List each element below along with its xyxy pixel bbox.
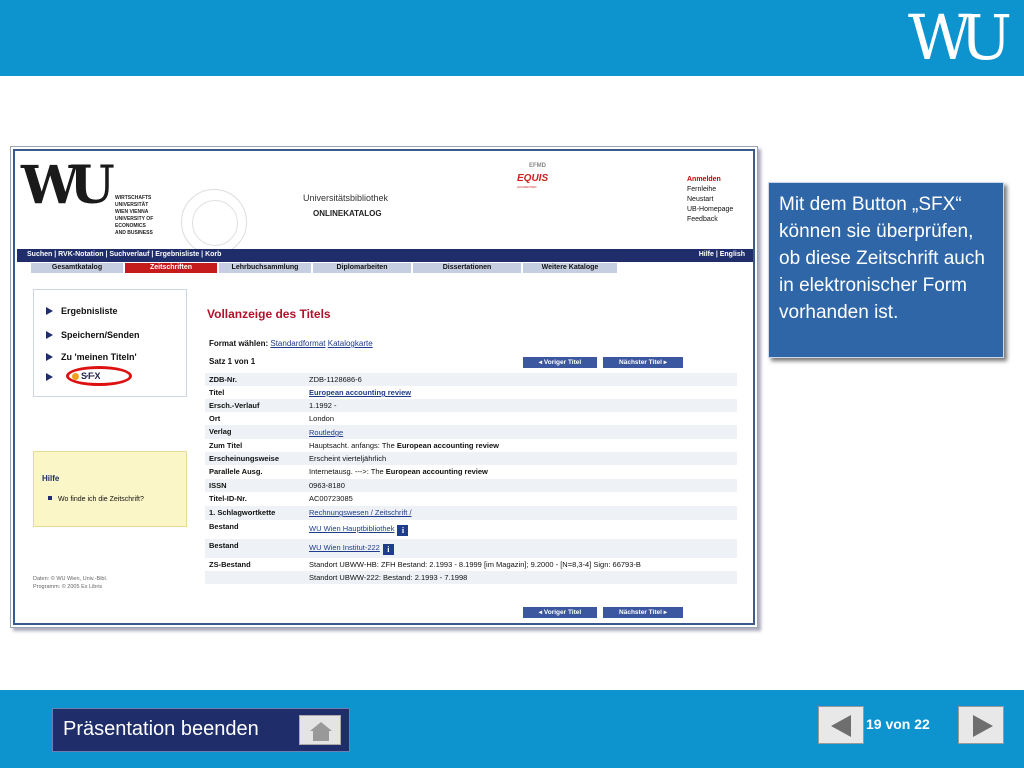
library-logo: WU xyxy=(21,155,105,216)
help-box xyxy=(33,451,187,527)
tab-zeitschriften[interactable]: Zeitschriften xyxy=(125,263,217,273)
publisher-link[interactable]: Routledge xyxy=(309,428,344,437)
top-links xyxy=(687,175,733,225)
sidebar-item-speichern[interactable]: Speichern/Senden xyxy=(46,330,140,340)
next-slide-button[interactable] xyxy=(958,706,1004,744)
table-row: Parallele Ausg. Internetausg. --->: The European accounting review xyxy=(209,467,488,476)
main-nav-links[interactable]: Suchen | RVK-Notation | Suchverlauf | Ergebnisliste | Korb xyxy=(27,251,222,258)
format-standard-link[interactable]: Standardformat xyxy=(270,339,326,348)
table-row: Zum Titel Hauptsacht. anfangs: The European accounting review xyxy=(209,441,499,450)
wu-logo: WU xyxy=(908,1,1000,74)
format-selector: Format wählen: Standardformat Katalogkarte xyxy=(209,339,373,348)
info-icon[interactable]: i xyxy=(397,525,408,536)
table-row: Titel European accounting review xyxy=(209,388,412,397)
end-presentation-button[interactable]: Präsentation beenden xyxy=(52,708,350,752)
catalog-screenshot xyxy=(10,146,758,628)
next-title-button-bottom[interactable]: Nächster Titel ▸ xyxy=(603,607,683,618)
sfx-callout xyxy=(768,182,1004,358)
holding-institut-link[interactable]: WU Wien Institut-222 xyxy=(309,543,380,552)
table-row: Erscheinungsweise Erscheint vierteljährlich xyxy=(205,452,737,465)
table-row: ISSN 0963-8180 xyxy=(205,479,737,492)
subject-link[interactable]: Rechnungswesen / Zeitschrift / xyxy=(309,508,412,517)
prev-title-button-bottom[interactable]: ◂ Voriger Titel xyxy=(523,607,597,618)
main-nav-bar xyxy=(17,249,753,262)
link-neustart[interactable]: Neustart xyxy=(687,196,714,203)
globe-watermark-icon xyxy=(181,189,247,255)
table-row: Standort UBWW-222: Bestand: 2.1993 - 7.1998 xyxy=(205,571,737,584)
table-row: Titel-ID-Nr. AC00723085 xyxy=(209,494,353,503)
equis-logo: EFMD EQUIS ACCREDITED xyxy=(517,163,549,189)
table-row: Verlag Routledge xyxy=(205,425,737,439)
tab-weitere-kataloge[interactable]: Weitere Kataloge xyxy=(523,263,617,273)
table-row: ZDB-Nr. ZDB-1128686-6 xyxy=(205,373,737,386)
library-logo-subtitle: WIRTSCHAFTS UNIVERSITÄT WIEN VIENNA UNIVERSITY OF ECONOMICS AND BUSINESS xyxy=(115,195,154,236)
link-ub-homepage[interactable]: UB-Homepage xyxy=(687,206,734,213)
arrow-right-icon xyxy=(973,715,993,737)
tab-dissertationen[interactable]: Dissertationen xyxy=(413,263,521,273)
title-link[interactable]: European accounting review xyxy=(309,388,412,397)
help-title: Hilfe xyxy=(42,474,60,483)
prev-title-button-top[interactable]: ◂ Voriger Titel xyxy=(523,357,597,368)
sidebar-item-meine-titel[interactable]: Zu 'meinen Titeln' xyxy=(46,352,137,362)
help-question-link[interactable]: Wo finde ich die Zeitschrift? xyxy=(48,496,144,503)
header-subtitle: ONLINEKATALOG xyxy=(313,209,382,218)
sfx-logo-icon xyxy=(72,373,79,380)
info-icon[interactable]: i xyxy=(383,544,394,555)
link-anmelden[interactable]: Anmelden xyxy=(687,176,721,183)
table-row: Ersch.-Verlauf 1.1992 - xyxy=(205,399,737,412)
tab-gesamtkatalog[interactable]: Gesamtkatalog xyxy=(31,263,123,273)
slide-counter: 19 von 22 xyxy=(866,716,930,732)
record-count: Satz 1 von 1 xyxy=(209,357,256,366)
previous-slide-button[interactable] xyxy=(818,706,864,744)
arrow-right-icon xyxy=(46,373,53,381)
sidebar-item-ergebnisliste[interactable]: Ergebnisliste xyxy=(46,306,118,316)
arrow-right-icon xyxy=(46,331,53,339)
action-sidebar xyxy=(33,289,187,397)
next-title-button-top[interactable]: Nächster Titel ▸ xyxy=(603,357,683,368)
table-row: ZS-Bestand Standort UBWW-HB: ZFH Bestand: 2.1993 - 8.1999 [im Magazin]; 9.2000 - [N=8,3-4] Sign: 66793-B xyxy=(209,560,641,569)
credits: Daten: © WU Wien, Univ.-Bibl. Programm: © 2005 Ex Libris xyxy=(33,576,108,590)
callout-text: Mit dem Button „SFX“ können sie überprüfen, ob diese Zeitschrift auch in elektronischer Form vorhanden ist. xyxy=(779,194,985,323)
link-feedback[interactable]: Feedback xyxy=(687,216,718,223)
arrow-right-icon xyxy=(46,307,53,315)
catalog-frame xyxy=(13,149,755,625)
header-title: Universitätsbibliothek xyxy=(303,193,389,203)
table-row: Bestand WU Wien Institut-222 i xyxy=(205,539,737,558)
tab-lehrbuchsammlung[interactable]: Lehrbuchsammlung xyxy=(219,263,311,273)
top-banner xyxy=(0,0,1024,76)
help-language-links[interactable]: Hilfe | English xyxy=(698,251,745,258)
table-row: Bestand WU Wien Hauptbibliothek i xyxy=(205,520,737,539)
table-row: 1. Schlagwortkette Rechnungswesen / Zeitschrift / xyxy=(205,506,737,520)
holding-hauptbibliothek-link[interactable]: WU Wien Hauptbibliothek xyxy=(309,524,395,533)
home-icon[interactable] xyxy=(299,715,341,745)
table-row: Ort London xyxy=(209,414,335,423)
tab-diplomarbeiten[interactable]: Diplomarbeiten xyxy=(313,263,411,273)
format-katalogkarte-link[interactable]: Katalogkarte xyxy=(327,339,373,348)
arrow-right-icon xyxy=(46,353,53,361)
page-title: Vollanzeige des Titels xyxy=(207,307,331,321)
bullet-icon xyxy=(48,496,52,500)
arrow-left-icon xyxy=(831,715,851,737)
sidebar-item-sfx xyxy=(46,372,61,382)
sfx-button[interactable]: S·F·X xyxy=(66,366,132,386)
link-fernleihe[interactable]: Fernleihe xyxy=(687,186,717,193)
